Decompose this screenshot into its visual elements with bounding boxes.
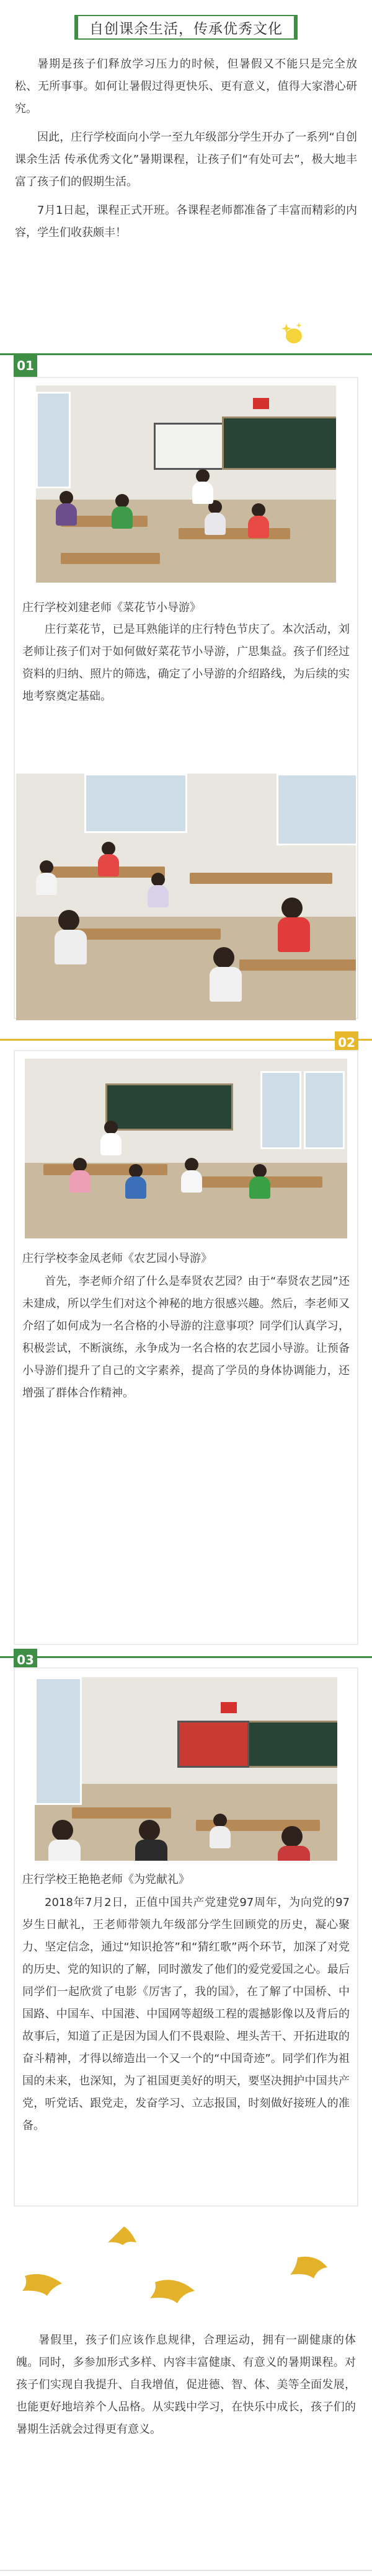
- section-divider: [0, 353, 372, 355]
- section-divider: [0, 1039, 372, 1041]
- intro-panel: [15, 53, 357, 363]
- bird-icon: [22, 2274, 62, 2296]
- title-banner: [0, 0, 372, 52]
- section-caption: 庄行学校刘建老师《菜花节小导游》: [22, 601, 201, 614]
- classroom-photo: [25, 1059, 347, 1238]
- section-number-badge: 01: [14, 355, 37, 377]
- section-caption: 庄行学校李金凤老师《农艺园小导游》: [22, 1252, 212, 1265]
- bird-icon: [290, 2257, 327, 2278]
- title-frame: [74, 15, 298, 40]
- classroom-photo: [36, 386, 336, 583]
- section-number-badge: 03: [14, 1649, 37, 1671]
- intro-paragraph: 暑期是孩子们释放学习压力的时候，但暑假又不能只是完全放松、无所事事。如何让暑假过得更快乐、更有意义，值得大家潜心研究。: [15, 58, 357, 115]
- classroom-photo: [35, 1677, 337, 1861]
- section-number-badge: 02: [335, 1031, 358, 1054]
- birds-decoration: [0, 2214, 372, 2319]
- section-divider: [0, 1656, 372, 1658]
- section-body: 庄行菜花节，已是耳熟能详的庄行特色节庆了。本次活动，刘老师让孩子们对于如何做好菜花节小导游，广思集益。孩子们经过资料的归纳、照片的筛选，确定了小导游的介绍路线，为后续的实地考察奠定基础。: [22, 623, 350, 703]
- section-body: 首先，李老师介绍了什么是奉贤农艺园？由于“奉贤农艺园”还未建成，所以学生们对这个神秘的地方很感兴趣。然后，李老师又介绍了如何成为一名合格的小导游的注意事项？同学们认真学习，积极尝试，不断演练，永争成为一名合格的农艺园小导游。让预备小导游们提升了自己的文字素养，提高了学员的身体协调能力，还增强了群体合作精神。: [22, 1275, 350, 1400]
- intro-paragraph: 因此，庄行学校面向小学一至九年级部分学生开办了一系列“自创课余生活 传承优秀文化”暑期课程，让孩子们“有处可去”，极大地丰富了孩子们的假期生活。: [15, 131, 357, 188]
- section-03: [0, 1649, 372, 2207]
- section-01: [0, 353, 372, 1023]
- section-02: [0, 1031, 372, 1645]
- page-title: 自创课余生活，传承优秀文化: [89, 20, 283, 37]
- bottom-rule: [0, 2570, 372, 2571]
- intro-paragraph: 7月1日起，课程正式开班。各课程老师都准备了丰富而精彩的内容，学生们收获颇丰！: [15, 204, 357, 239]
- sparkle-icon: [280, 320, 305, 347]
- classroom-photo: [16, 774, 356, 1020]
- bird-icon: [108, 2226, 136, 2245]
- section-caption: 庄行学校王艳艳老师《为党献礼》: [22, 1873, 190, 1886]
- section-body: 2018年7月2日，正值中国共产党建党97周年，为向党的97岁生日献礼，王老师带领九年级部分学生回顾党的历史，凝心聚力、坚定信念，通过“知识抢答”和“猜红歌”两个环节，加深了对党的历史、党的知识的了解，同时激发了他们的爱党爱国之心。最后同学们一起欣赏了电影《厉害了，我的国》，在了解了中国桥、中国路、中国车、中国港、中国网等超级工程的震撼影像以及背后的故事后，知道了正是因为国人们不畏艰险、埋头苦干、开拓进取的奋斗精神，才得以缔造出一个又一个的“中国奇迹”。同学们作为祖国的未来，也深知，为了祖国更美好的明天，要坚决拥护中国共产党，听党话、跟党走，发奋学习、立志报国，时刻做好接班人的准备。: [22, 1896, 350, 2132]
- closing-paragraph: 暑假里，孩子们应该作息规律，合理运动，拥有一副健康的体魄。同时，多参加形式多样、内容丰富健康、有意义的暑期课程。对孩子们实现自我提升、自我增值，促进德、智、体、美等全面发展，也能更好地培养个人品格。从实践中学习，在快乐中成长，孩子们的暑期生活就会过得更有意义。: [16, 2334, 356, 2436]
- bird-icon: [150, 2280, 195, 2303]
